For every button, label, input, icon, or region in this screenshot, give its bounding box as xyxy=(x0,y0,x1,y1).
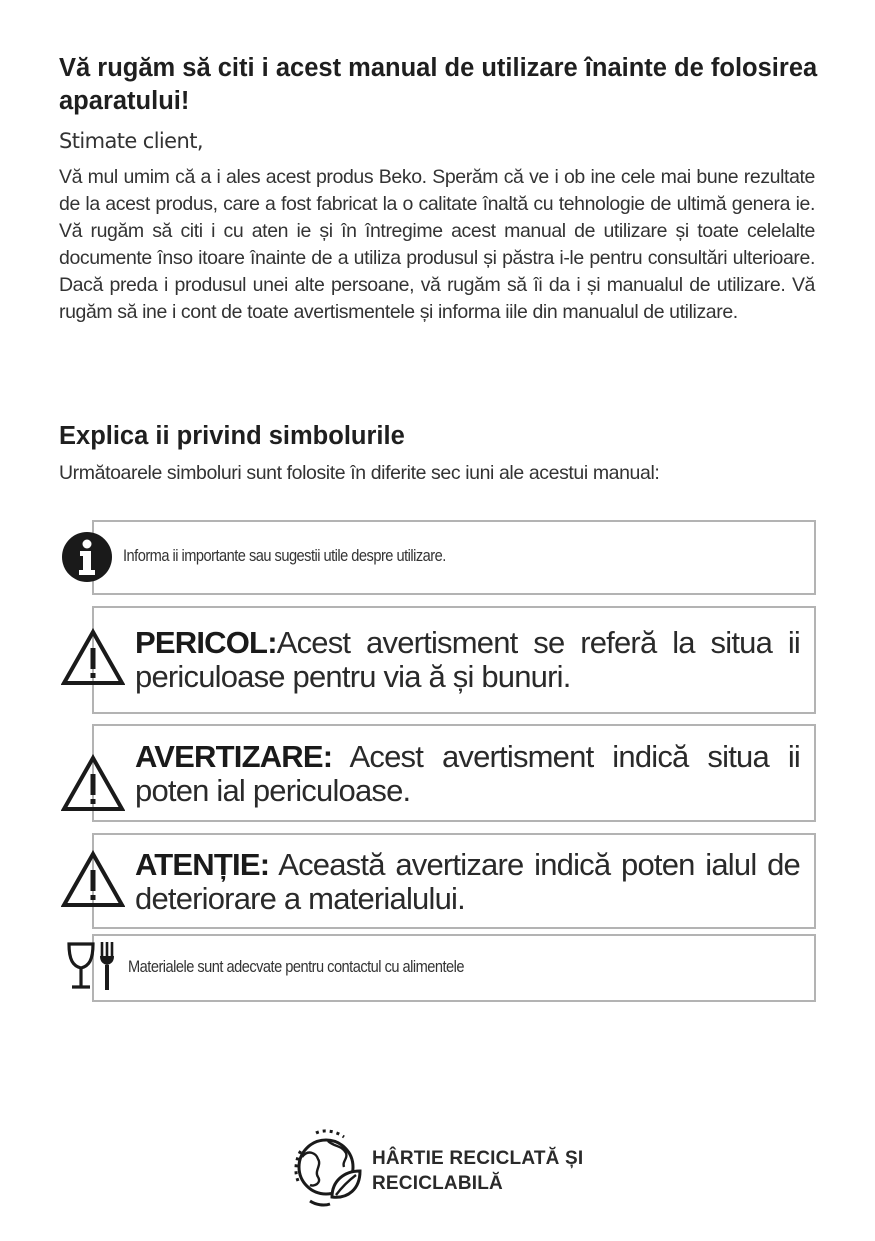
caution-text xyxy=(135,848,800,916)
danger-description: Acest avertisment se referă la situa ii periculoase pentru via ă și bunuri. xyxy=(135,625,800,694)
recycle-globe-icon xyxy=(288,1127,364,1209)
intro-paragraph: Vă mul umim că a i ales acest produs Beko. Sperăm că ve i ob ine cele mai bune rezultate de la acest produs, care a fost fabricat la o calitate înaltă cu tehnologie de ultimă genera ie. Vă rugăm să citi i cu aten ie și în întregime acest manual de utilizare și toate celelalte documente înso itoare înainte de a utiliza produsul și păstra i-le pentru consultări ulterioare. Dacă preda i produsul unei alte persoane, vă rugăm să îi da i și manualul de utilizare. Vă rugăm să ine i cont de toate avertismentele și informa iile din manualul de utilizare. xyxy=(59,166,815,323)
danger-label: PERICOL: xyxy=(135,625,277,660)
danger-text xyxy=(135,626,800,694)
info-text: Informa ii importante sau sugestii utile despre utilizare. xyxy=(123,546,446,565)
warning-label: AVERTIZARE: xyxy=(135,739,333,774)
warning-text xyxy=(135,740,800,808)
recycled-paper-line1: HÂRTIE RECICLATĂ ȘI xyxy=(372,1148,584,1169)
page-title: Vă rugăm să citi i acest manual de utilizare înainte de folosirea aparatului! xyxy=(59,54,818,115)
warning-triangle-icon xyxy=(61,850,125,908)
glass-fork-icon xyxy=(64,940,120,992)
food-contact-text: Materialele sunt adecvate pentru contactul cu alimentele xyxy=(128,957,465,976)
recycled-paper-line2: RECICLABILĂ xyxy=(372,1173,503,1194)
warning-triangle-icon xyxy=(61,628,125,686)
greeting: Stimate client, xyxy=(59,129,203,153)
recycled-paper-label xyxy=(372,1146,583,1196)
caution-description: Această avertizare indică poten ialul de deteriorare a materialului. xyxy=(135,847,800,916)
symbols-section-title: Explica ii privind simbolurile xyxy=(59,422,405,450)
warning-description: Acest avertisment indică situa ii poten ial periculoase. xyxy=(135,739,800,808)
caution-label: ATENȚIE: xyxy=(135,847,270,882)
warning-triangle-icon xyxy=(61,754,125,812)
symbols-section-subtitle: Următoarele simboluri sunt folosite în diferite sec iuni ale acestui manual: xyxy=(59,462,660,484)
info-icon xyxy=(60,530,114,584)
